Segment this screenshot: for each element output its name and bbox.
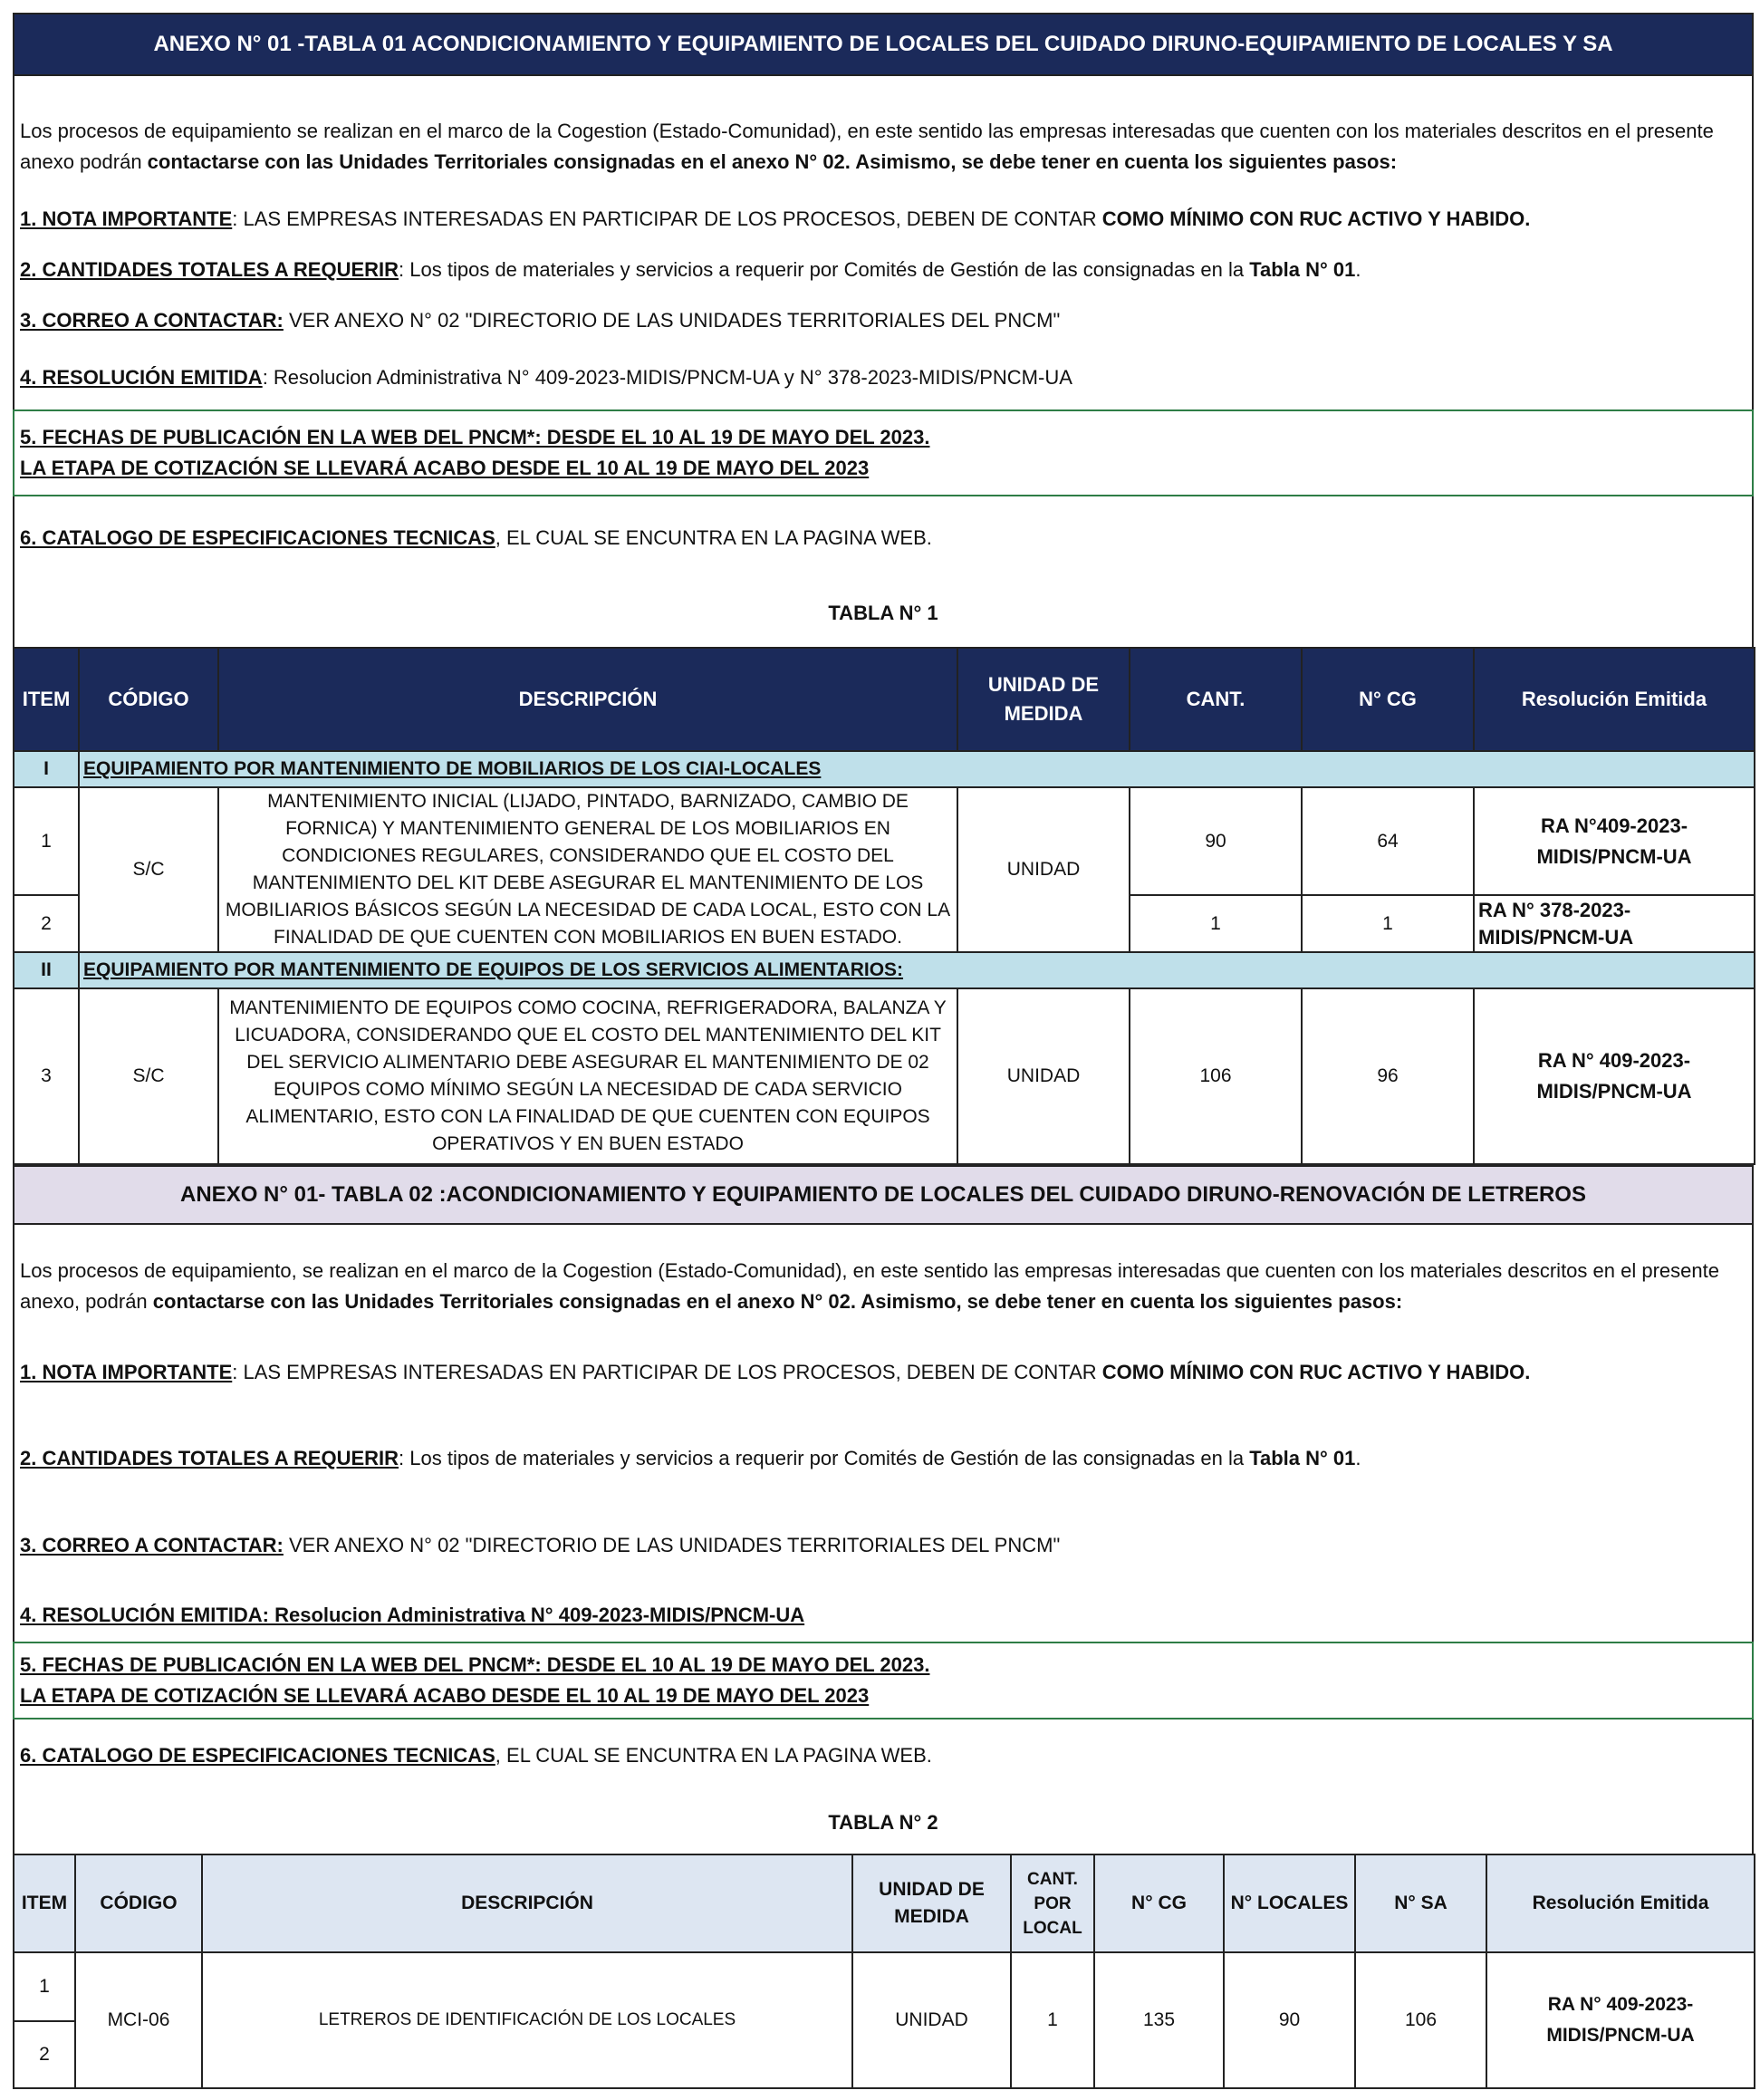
table-1-title: TABLA N° 1	[828, 602, 938, 624]
header-resolucion: Resolución Emitida	[1474, 648, 1755, 751]
table-2	[13, 1854, 1755, 2089]
row-3-description: MANTENIMIENTO DE EQUIPOS COMO COCINA, REFRIGERADORA, BALANZA Y LICUADORA, CONSIDERANDO QUE EL COSTO DEL MANTENIMIENTO DEL KIT DEL SERVICIO ALIMENTARIO DEBE ASEGURAR EL MANTENIMIENTO DE 02 EQUIPOS COMO MÍNIMO SEGÚN LA NECESIDAD DE CADA SERVICIO ALIMENTARIO, ESTO CON LA FINALIDAD DE QUE CUENTEN CON EQUIPOS OPERATIVOS Y EN BUEN ESTADO	[218, 988, 957, 1164]
header-cg: N° CG	[1302, 648, 1474, 751]
annex-2-intro	[14, 1225, 1752, 1330]
step-3-label: 3. CORREO A CONTACTAR:	[20, 309, 284, 332]
step-1-text: : LAS EMPRESAS INTERESADAS EN PARTICIPAR DE LOS PROCESOS, DEBEN DE CONTAR	[232, 1361, 1102, 1383]
header-descripcion: DESCRIPCIÓN	[202, 1854, 852, 1952]
step-2-label: 2. CANTIDADES TOTALES A REQUERIR	[20, 1447, 399, 1469]
table-2-title: TABLA N° 2	[828, 1811, 938, 1834]
step-3-text: VER ANEXO N° 02 "DIRECTORIO DE LAS UNIDADES TERRITORIALES DEL PNCM"	[283, 309, 1061, 332]
cant-cell: 1	[1011, 1952, 1094, 2088]
step-5-dates-box	[13, 1642, 1754, 1719]
locales-cell: 90	[1224, 1952, 1355, 2088]
header-unidad: UNIDAD DE MEDIDA	[852, 1854, 1011, 1952]
header-cant: CANT.	[1130, 648, 1302, 751]
step-1	[14, 1330, 1752, 1415]
row-1-cg: 64	[1302, 787, 1474, 895]
description-cell: LETREROS DE IDENTIFICACIÓN DE LOS LOCALES	[202, 1952, 852, 2088]
table-row	[14, 787, 1755, 895]
row-2-resolucion: RA N° 378-2023-MIDIS/PNCM-UA	[1474, 895, 1755, 952]
header-sa: N° SA	[1355, 1854, 1486, 1952]
unidad-cell: UNIDAD	[852, 1952, 1011, 2088]
row-1-item: 1	[14, 1952, 75, 2021]
annex-2-body	[13, 1225, 1754, 1854]
annex-1-intro	[14, 76, 1752, 194]
step-5-line-2: LA ETAPA DE COTIZACIÓN SE LLEVARÁ ACABO DESDE EL 10 AL 19 DE MAYO DEL 2023	[20, 1684, 870, 1707]
step-5-line-2: LA ETAPA DE COTIZACIÓN SE LLEVARÁ ACABO DESDE EL 10 AL 19 DE MAYO DEL 2023	[20, 457, 870, 479]
annex-1-body	[13, 76, 1754, 647]
intro-text: Los procesos de equipamiento, se realizan en el marco de la Cogestion (Estado-Comunidad), en este sentido las empresas interesadas que cuenten con los materiales descritos en el presente anexo, podrán	[20, 1259, 1719, 1313]
table-1-header	[14, 648, 1755, 751]
row-3-cant: 106	[1130, 988, 1302, 1164]
group-2-label: EQUIPAMIENTO POR MANTENIMIENTO DE EQUIPOS DE LOS SERVICIOS ALIMENTARIOS:	[79, 952, 1755, 988]
step-6-label: 6. CATALOGO DE ESPECIFICACIONES TECNICAS	[20, 526, 495, 549]
step-3	[14, 1502, 1752, 1589]
header-item: ITEM	[14, 1854, 75, 1952]
step-6-text: , EL CUAL SE ENCUNTRA EN LA PAGINA WEB.	[495, 526, 932, 549]
group-1-label: EQUIPAMIENTO POR MANTENIMIENTO DE MOBILIARIOS DE LOS CIAI-LOCALES	[79, 751, 1755, 787]
header-resolucion: Resolución Emitida	[1486, 1854, 1755, 1952]
group-2-num: II	[14, 952, 79, 988]
intro-bold-text: contactarse con las Unidades Territoriales consignadas en el anexo N° 02. Asimismo, se debe tener en cuenta los siguientes pasos:	[152, 1290, 1403, 1313]
cg-cell: 135	[1094, 1952, 1224, 2088]
group-row-1	[14, 751, 1755, 787]
step-2-bold: Tabla N° 01	[1249, 1447, 1356, 1469]
row-3-cg: 96	[1302, 988, 1474, 1164]
step-6-label: 6. CATALOGO DE ESPECIFICACIONES TECNICAS	[20, 1744, 495, 1767]
step-2-bold: Tabla N° 01	[1249, 258, 1356, 281]
header-locales: N° LOCALES	[1224, 1854, 1355, 1952]
step-1	[14, 194, 1752, 245]
step-5-line-1: 5. FECHAS DE PUBLICACIÓN EN LA WEB DEL PNCM*: DESDE EL 10 AL 19 DE MAYO DEL 2023.	[20, 1653, 930, 1676]
sa-cell: 106	[1355, 1952, 1486, 2088]
row-1-2-codigo: S/C	[79, 787, 218, 952]
step-5-line-1: 5. FECHAS DE PUBLICACIÓN EN LA WEB DEL PNCM*: DESDE EL 10 AL 19 DE MAYO DEL 2023.	[20, 426, 930, 448]
step-6	[14, 496, 1752, 580]
row-1-cant: 90	[1130, 787, 1302, 895]
step-2: 2. CANTIDADES TOTALES A REQUERIR: Los tipos de materiales y servicios a requerir por Comités de Gestión de las consignadas en la Tabla N° 01.	[20, 1447, 1361, 1469]
row-3-unidad: UNIDAD	[957, 988, 1130, 1164]
intro-text: Los procesos de equipamiento se realizan en el marco de la Cogestion (Estado-Comunidad), en este sentido las empresas interesadas que cuenten con los materiales descritos en el presente anexo podrán	[20, 120, 1714, 173]
row-2-cant: 1	[1130, 895, 1302, 952]
row-3-resolucion: RA N° 409-2023-MIDIS/PNCM-UA	[1474, 988, 1755, 1164]
step-4	[14, 1589, 1752, 1642]
codigo-cell: MCI-06	[75, 1952, 202, 2088]
header-codigo: CÓDIGO	[75, 1854, 202, 1952]
step-5-dates-box	[13, 409, 1754, 496]
row-2-cg: 1	[1302, 895, 1474, 952]
step-2: 2. CANTIDADES TOTALES A REQUERIR: Los tipos de materiales y servicios a requerir por Comités de Gestión de las consignadas en la Tabla N° 01.	[20, 258, 1361, 281]
header-cg: N° CG	[1094, 1854, 1224, 1952]
step-3	[14, 295, 1752, 346]
step-6	[14, 1719, 1752, 1792]
table-2-header	[14, 1854, 1755, 1952]
step-1-bold: COMO MÍNIMO CON RUC ACTIVO Y HABIDO.	[1101, 207, 1531, 230]
step-6-text: , EL CUAL SE ENCUNTRA EN LA PAGINA WEB.	[495, 1744, 932, 1767]
group-1-num: I	[14, 751, 79, 787]
row-1-2-description: MANTENIMIENTO INICIAL (LIJADO, PINTADO, BARNIZADO, CAMBIO DE FORNICA) Y MANTENIMIENTO GENERAL DE LOS MOBILIARIOS EN CONDICIONES REGULARES, CONSIDERANDO QUE EL COSTO DEL MANTENIMIENTO DEL KIT DEBE ASEGURAR EL MANTENIMIENTO DE LOS MOBILIARIOS BÁSICOS SEGÚN LA NECESIDAD DE CADA LOCAL, ESTO CON LA FINALIDAD DE QUE CUENTEN CON MOBILIARIOS EN BUEN ESTADO.	[218, 787, 957, 952]
step-3-label: 3. CORREO A CONTACTAR:	[20, 1534, 284, 1556]
row-1-2-unidad: UNIDAD	[957, 787, 1130, 952]
step-1-text: : LAS EMPRESAS INTERESADAS EN PARTICIPAR DE LOS PROCESOS, DEBEN DE CONTAR	[232, 207, 1102, 230]
step-2-label: 2. CANTIDADES TOTALES A REQUERIR	[20, 258, 399, 281]
step-3-text: VER ANEXO N° 02 "DIRECTORIO DE LAS UNIDADES TERRITORIALES DEL PNCM"	[283, 1534, 1061, 1556]
header-unidad: UNIDAD DE MEDIDA	[957, 648, 1130, 751]
row-2-item: 2	[14, 895, 79, 952]
step-4-label: 4. RESOLUCIÓN EMITIDA	[20, 366, 263, 389]
step-1-bold: COMO MÍNIMO CON RUC ACTIVO Y HABIDO.	[1101, 1361, 1531, 1383]
resolucion-cell: RA N° 409-2023-MIDIS/PNCM-UA	[1486, 1952, 1755, 2088]
step-1-label: 1. NOTA IMPORTANTE	[20, 1361, 233, 1383]
header-item: ITEM	[14, 648, 79, 751]
header-codigo: CÓDIGO	[79, 648, 218, 751]
row-3-codigo: S/C	[79, 988, 218, 1164]
step-4-label: 4. RESOLUCIÓN EMITIDA: Resolucion Administrativa N° 409-2023-MIDIS/PNCM-UA	[20, 1604, 805, 1626]
table-row	[14, 1952, 1755, 2021]
row-2-item: 2	[14, 2021, 75, 2088]
table-row	[14, 988, 1755, 1164]
document-page	[13, 13, 1754, 2089]
step-2-text: : Los tipos de materiales y servicios a requerir por Comités de Gestión de las consignadas en la	[399, 258, 1250, 281]
row-3-item: 3	[14, 988, 79, 1164]
step-4	[14, 346, 1752, 409]
step-2-text: : Los tipos de materiales y servicios a requerir por Comités de Gestión de las consignadas en la	[399, 1447, 1250, 1469]
header-cant-por-local: CANT. POR LOCAL	[1011, 1854, 1094, 1952]
intro-bold-text: contactarse con las Unidades Territoriales consignadas en el anexo N° 02. Asimismo, se debe tener en cuenta los siguientes pasos:	[147, 150, 1398, 173]
step-1-label: 1. NOTA IMPORTANTE	[20, 207, 233, 230]
header-descripcion: DESCRIPCIÓN	[218, 648, 957, 751]
step-4-text: : Resolucion Administrativa N° 409-2023-MIDIS/PNCM-UA y N° 378-2023-MIDIS/PNCM-UA	[262, 366, 1072, 389]
row-1-resolucion: RA N°409-2023-MIDIS/PNCM-UA	[1474, 787, 1755, 895]
annex-1-title: ANEXO N° 01 -TABLA 01 ACONDICIONAMIENTO Y EQUIPAMIENTO DE LOCALES DEL CUIDADO DIRUNO-EQUIPAMIENTO DE LOCALES Y SA	[13, 13, 1754, 76]
table-1	[13, 647, 1755, 1165]
annex-2-title: ANEXO N° 01- TABLA 02 :ACONDICIONAMIENTO Y EQUIPAMIENTO DE LOCALES DEL CUIDADO DIRUNO-RENOVACIÓN DE LETREROS	[13, 1165, 1754, 1225]
row-1-item: 1	[14, 787, 79, 895]
group-row-2	[14, 952, 1755, 988]
